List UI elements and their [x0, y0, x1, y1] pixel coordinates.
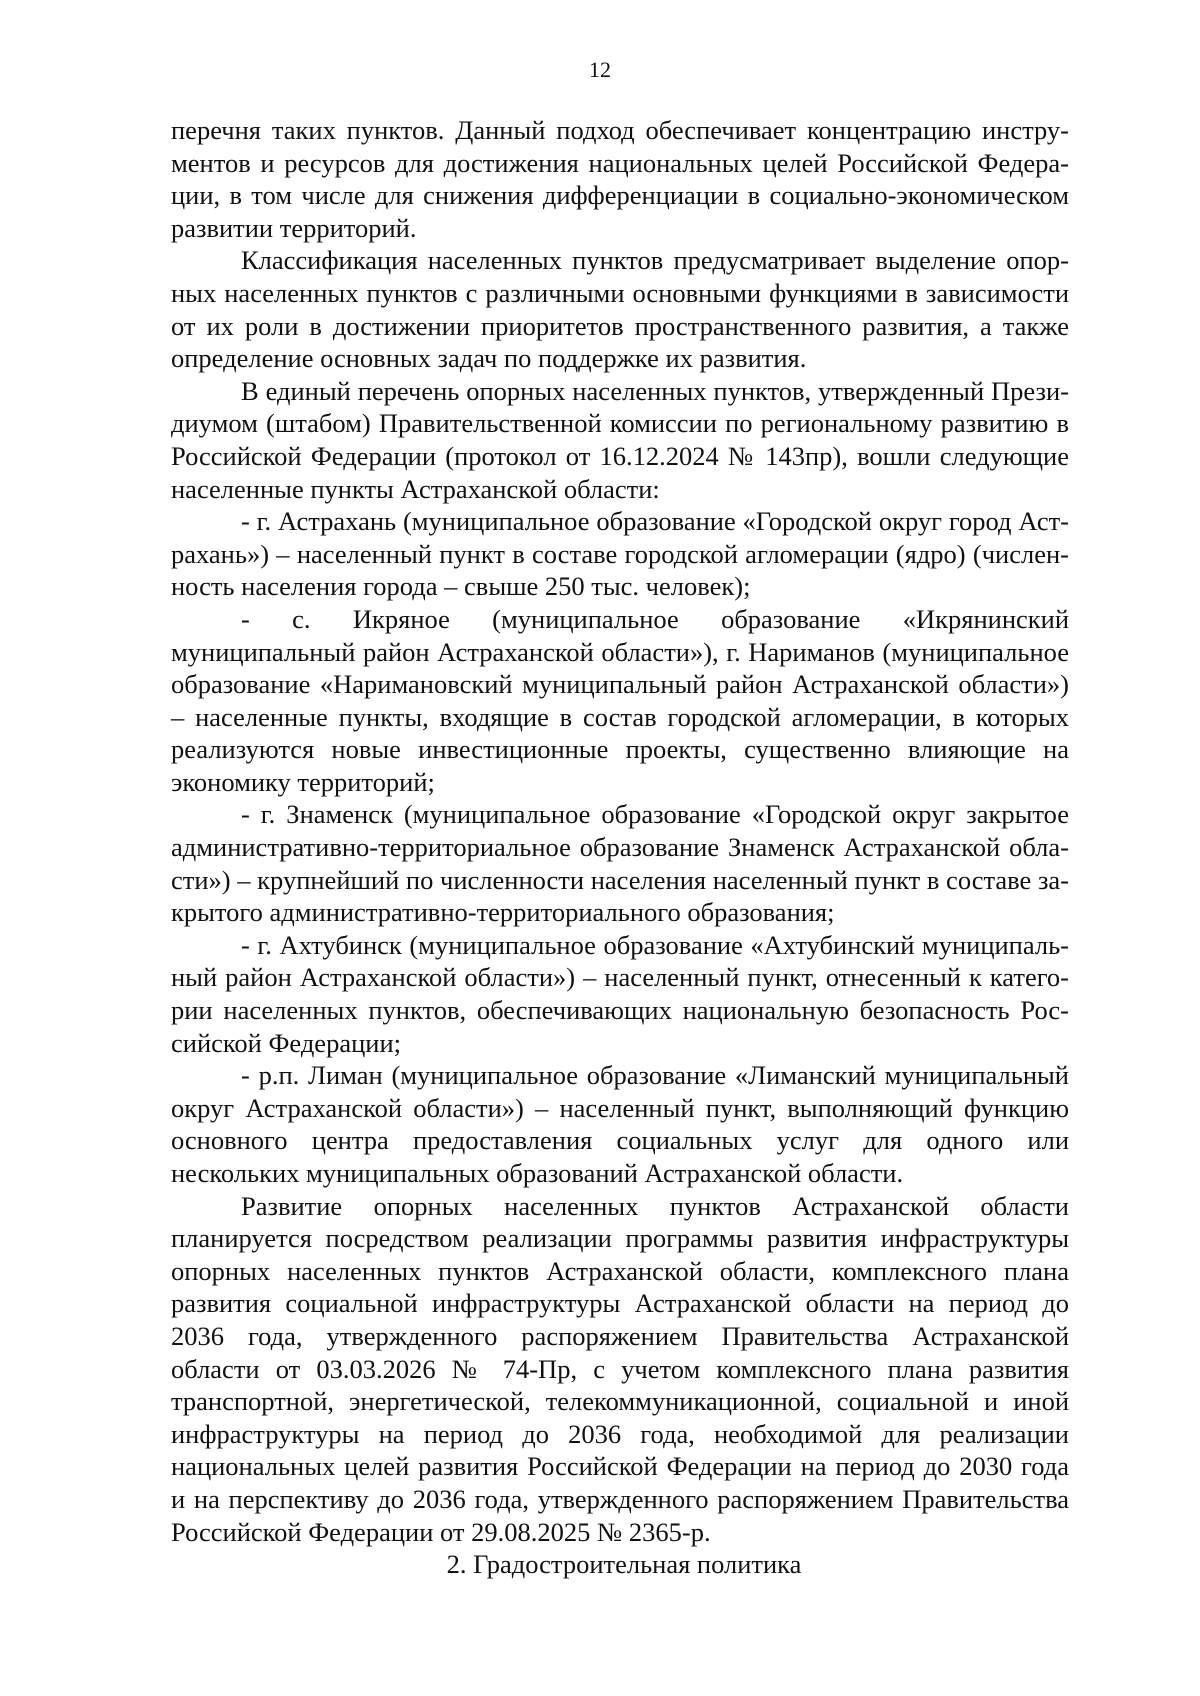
- list-item-znamensk: - г. Знаменск (муниципальное образование «Городской округ закрытое административно-территориальное образование Знаменск Астраханской области») – крупнейший по численности населения населенный пункт в составе закрытого административно-территориального образования;: [171, 799, 1069, 928]
- section-heading: 2. Градостроительная политика: [446, 1549, 802, 1580]
- list-item-ikryanoe-narimanov: - с. Икряное (муниципальное образование «Икрянинский муниципальный район Астраханской области»), г. Нариманов (муниципальное образование «Наримановский муниципальный район Астраханской области») – населенные пункты, входящие в состав городской агломерации, в которых реализуются новые инвестиционные проекты, существенно влияющие на экономику территорий;: [171, 603, 1069, 797]
- paragraph-classification: Классификация населенных пунктов предусматривает выделение опорных населенных пунктов с различными основными функциями в зависимости от их роли в достижении приоритетов пространственного развития, а также определение основных задач по поддержке их развития.: [171, 245, 1069, 374]
- list-item-astrakhan: - г. Астрахань (муниципальное образование «Городской округ город Астрахань») – населенный пункт в составе городской агломерации (ядро) (численность населения города – свыше 250 тыс. человек);: [171, 506, 1069, 602]
- list-item-liman: - р.п. Лиман (муниципальное образование «Лиманский муниципальный округ Астраханской области») – населенный пункт, выполняющий функцию основного центра предоставления социальных услуг для одного или нескольких муниципальных образований Астраханской области.: [171, 1060, 1069, 1188]
- paragraph-development-plans: Развитие опорных населенных пунктов Астраханской области планируется посредством реализации программы развития инфраструктуры опорных населенных пунктов Астраханской области, комплексного плана развития социальной инфраструктуры Астраханской области на период до 2036 года, утвержденного распоряжением Правительства Астраханской области от 03.03.2026 № 74-Пр, с учетом комплексного плана развития транспортной, энергетической, телекоммуникационной, социальной и иной инфраструктуры на период до 2036 года, необходимой для реализации национальных целей развития Российской Федерации на период до 2030 года и на перспективу до 2036 года, утвержденного распоряжением Правительства Российской Федерации от 29.08.2025 № 2365-р.: [171, 1190, 1069, 1547]
- page-number: 12: [589, 57, 611, 82]
- paragraph-intro-continuation: перечня таких пунктов. Данный подход обеспечивает концентрацию инструментов и ресурсов для достижения национальных целей Российской Федерации, в том числе для снижения дифференциации в социально-экономическом развитии территорий.: [171, 115, 1069, 243]
- document-body: [171, 114, 1069, 1581]
- list-item-akhtubinsk: - г. Ахтубинск (муниципальное образование «Ахтубинский муниципальный район Астраханской области») – населенный пункт, отнесенный к категории населенных пунктов, обеспечивающих национальную безопасность Российской Федерации;: [171, 929, 1069, 1058]
- paragraph-unified-list: В единый перечень опорных населенных пунктов, утвержденный Президиумом (штабом) Правительственной комиссии по региональному развитию в Российской Федерации (протокол от 16.12.2024 № 143пр), вошли следующие населенные пункты Астраханской области:: [171, 375, 1069, 504]
